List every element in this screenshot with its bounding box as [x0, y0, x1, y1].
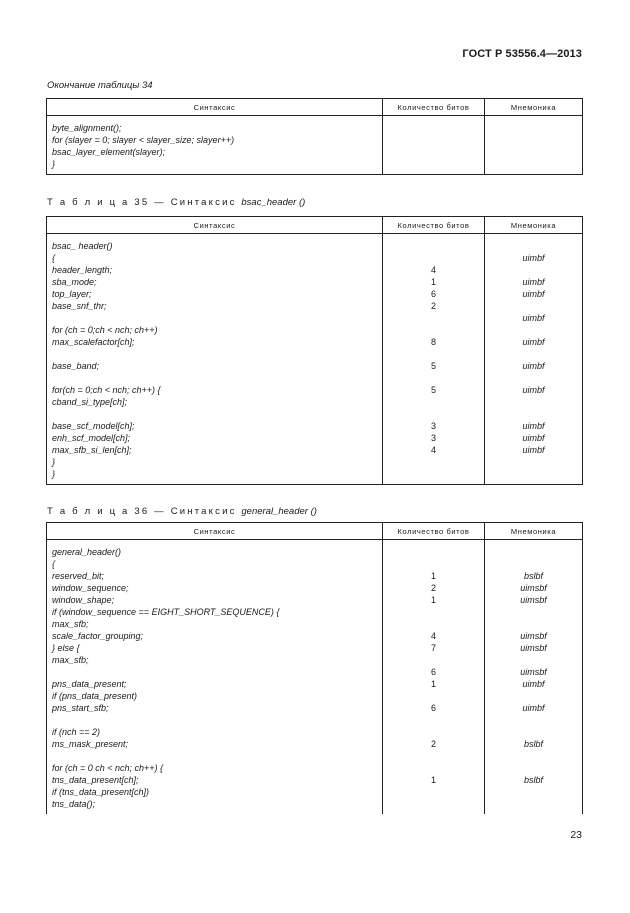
table-row-bits: 3	[430, 421, 436, 431]
table-row-syntax	[47, 666, 382, 678]
table-row-bits	[383, 606, 484, 618]
table35	[46, 216, 583, 485]
table-row-syntax: {	[52, 559, 56, 569]
col-header-bits: Количество битов	[383, 99, 485, 116]
table-row-mnemonic	[485, 372, 582, 384]
table-row-syntax: tns_data();	[52, 799, 96, 809]
table-row-syntax: cband_si_type[ch];	[52, 397, 128, 407]
table-row-mnemonic: bslbf	[523, 571, 543, 581]
table-row-syntax: pns_data_present;	[52, 679, 127, 689]
table-row-syntax	[47, 348, 382, 360]
col-header-mnemonic: Мнемоника	[485, 99, 583, 116]
table-row-mnemonic: uimbf	[522, 445, 545, 455]
table-row-mnemonic	[485, 408, 582, 420]
page-number: 23	[570, 829, 582, 841]
table-row-bits: 5	[430, 385, 436, 395]
table-row-syntax: for (ch = 0;ch < nch; ch++)	[52, 325, 158, 335]
table-row-mnemonic: uimbf	[522, 289, 545, 299]
table-row-bits	[383, 786, 484, 798]
table-row-syntax: base_scf_model[ch];	[52, 421, 135, 431]
table-row-syntax: bsac_layer_element(slayer);	[52, 147, 166, 157]
table-row-bits: 1	[430, 775, 436, 785]
table-row-bits	[383, 618, 484, 630]
col-header-mnemonic: Мнемоника	[485, 523, 583, 540]
table-row-bits	[383, 798, 484, 810]
syntax-cell	[47, 540, 383, 815]
table-row-bits	[383, 408, 484, 420]
table35-caption	[47, 197, 305, 208]
table-row-mnemonic	[485, 158, 582, 170]
table36-caption-name: general_header ()	[241, 506, 317, 517]
table-row-mnemonic	[485, 300, 582, 312]
table-row-bits: 6	[430, 703, 436, 713]
table-row-mnemonic	[485, 606, 582, 618]
table-row-bits	[383, 252, 484, 264]
table-row-mnemonic	[485, 786, 582, 798]
table-row-bits	[383, 158, 484, 170]
table-row-syntax: for (slayer = 0; slayer < slayer_size; slayer++)	[52, 135, 235, 145]
table-row-mnemonic: uimbf	[522, 277, 545, 287]
table-row-syntax: tns_data_present[ch];	[52, 775, 139, 785]
table-row-syntax: }	[52, 469, 56, 479]
mnemonic-cell	[485, 234, 583, 485]
mnemonic-cell	[485, 116, 583, 175]
table-row-syntax: window_sequence;	[52, 583, 129, 593]
table-row-mnemonic	[485, 690, 582, 702]
table-row-bits: 6	[430, 667, 436, 677]
table-row-bits: 7	[430, 643, 436, 653]
table-row-syntax: max_sfb;	[52, 619, 89, 629]
table-row-mnemonic: bslbf	[523, 775, 543, 785]
table36-caption	[47, 506, 317, 517]
table-row-mnemonic	[485, 558, 582, 570]
table-row-syntax: bsac_ header()	[52, 241, 113, 251]
table-row-syntax: if (window_sequence == EIGHT_SHORT_SEQUENCE) {	[52, 607, 280, 617]
table-row-syntax: header_length;	[52, 265, 113, 275]
table-row-bits	[383, 240, 484, 252]
table-row-mnemonic	[485, 714, 582, 726]
table-row-mnemonic: uimbf	[522, 679, 545, 689]
table-row-mnemonic	[485, 468, 582, 480]
table-row-bits: 2	[430, 739, 436, 749]
table-row-mnemonic	[485, 134, 582, 146]
table-row-mnemonic: uimsbf	[520, 631, 547, 641]
table-row-syntax: sba_mode;	[52, 277, 97, 287]
table-row-bits	[383, 690, 484, 702]
table36-caption-prefix: Т а б л и ц а 36 — Синтаксис	[47, 506, 242, 517]
table-row-mnemonic	[485, 324, 582, 336]
table-row-bits: 4	[430, 265, 436, 275]
table-row-syntax: base_band;	[52, 361, 100, 371]
table-row-syntax: reserved_bit;	[52, 571, 105, 581]
table-row-mnemonic	[485, 122, 582, 134]
table-row-bits: 2	[430, 583, 436, 593]
table-row-syntax: general_header()	[52, 547, 122, 557]
table-row-bits: 2	[430, 301, 436, 311]
table-row-mnemonic	[485, 798, 582, 810]
table-row-bits	[383, 546, 484, 558]
table-row-syntax: for (ch = 0 ch < nch; ch++) {	[52, 763, 164, 773]
table-row-syntax: byte_alignment();	[52, 123, 122, 133]
table-row-bits	[383, 348, 484, 360]
table-row-mnemonic	[485, 654, 582, 666]
table-row-syntax	[47, 714, 382, 726]
table-row-mnemonic	[485, 348, 582, 360]
table-row-bits	[383, 750, 484, 762]
table-row-mnemonic	[485, 240, 582, 252]
mnemonic-cell	[485, 540, 583, 815]
table-row-mnemonic: uimbf	[522, 337, 545, 347]
table35-caption-prefix: Т а б л и ц а 35 — Синтаксис	[47, 197, 242, 208]
table-row-bits: 1	[430, 277, 436, 287]
bits-cell	[383, 540, 485, 815]
standard-identifier: ГОСТ Р 53556.4—2013	[462, 48, 582, 60]
table-row-bits: 8	[430, 337, 436, 347]
table-row-bits	[383, 726, 484, 738]
table-row-syntax: }	[52, 159, 56, 169]
table-row-syntax: }	[52, 457, 56, 467]
table-row-syntax: max_sfb;	[52, 655, 89, 665]
table-row-syntax: max_scalefactor[ch];	[52, 337, 135, 347]
table-row-syntax	[47, 312, 382, 324]
table-row-bits	[383, 146, 484, 158]
table-row-syntax	[47, 408, 382, 420]
syntax-cell	[47, 234, 383, 485]
table-row-syntax	[47, 750, 382, 762]
table-row-syntax: if (pns_data_present)	[52, 691, 138, 701]
table-row-bits: 4	[430, 631, 436, 641]
table-row-bits	[383, 714, 484, 726]
col-header-syntax: Синтаксис	[47, 523, 383, 540]
table-row-mnemonic	[485, 264, 582, 276]
table34	[46, 98, 583, 175]
table-row-mnemonic: uimsbf	[520, 667, 547, 677]
col-header-syntax: Синтаксис	[47, 99, 383, 116]
table-row-bits	[383, 762, 484, 774]
table-row-syntax: {	[52, 253, 56, 263]
table-row-syntax: base_snf_thr;	[52, 301, 107, 311]
table-row-syntax: for(ch = 0;ch < nch; ch++) {	[52, 385, 161, 395]
table-row-mnemonic	[485, 762, 582, 774]
table-row-syntax: enh_scf_model[ch];	[52, 433, 131, 443]
table-row-bits: 6	[430, 289, 436, 299]
syntax-cell	[47, 116, 383, 175]
table-row-mnemonic	[485, 396, 582, 408]
table-row-syntax: if (nch == 2)	[52, 727, 101, 737]
table-row-mnemonic: uimbf	[522, 253, 545, 263]
table-row-mnemonic	[485, 750, 582, 762]
table-row-mnemonic	[485, 546, 582, 558]
table-row-mnemonic	[485, 726, 582, 738]
table-row-mnemonic	[485, 618, 582, 630]
table-row-bits	[383, 312, 484, 324]
table-row-syntax: pns_start_sfb;	[52, 703, 109, 713]
table-row-syntax: } else {	[52, 643, 80, 653]
col-header-mnemonic: Мнемоника	[485, 217, 583, 234]
table-row-syntax: ms_mask_present;	[52, 739, 129, 749]
table-row-mnemonic: uimsbf	[520, 595, 547, 605]
table-row-bits	[383, 396, 484, 408]
table-row-mnemonic	[485, 456, 582, 468]
table35-caption-name: bsac_header ()	[241, 197, 306, 208]
table34-caption: Окончание таблицы 34	[47, 80, 153, 91]
bits-cell	[383, 234, 485, 485]
table-row-bits	[383, 456, 484, 468]
table-row-syntax: window_shape;	[52, 595, 115, 605]
table36	[46, 522, 583, 814]
col-header-bits: Количество битов	[383, 523, 485, 540]
table-row-mnemonic: uimbf	[522, 313, 545, 323]
table-row-bits: 1	[430, 571, 436, 581]
table-row-mnemonic: uimbf	[522, 385, 545, 395]
table-row-bits	[383, 122, 484, 134]
table-row-bits	[383, 654, 484, 666]
table-row-mnemonic: uimsbf	[520, 643, 547, 653]
table-row-mnemonic: bslbf	[523, 739, 543, 749]
table-row-syntax: if (tns_data_present[ch])	[52, 787, 150, 797]
table-row-mnemonic: uimsbf	[520, 583, 547, 593]
table-row-mnemonic: uimbf	[522, 361, 545, 371]
table-row-syntax: scale_factor_grouping;	[52, 631, 144, 641]
table-row-bits	[383, 324, 484, 336]
table-row-mnemonic	[485, 146, 582, 158]
table-row-syntax	[47, 372, 382, 384]
table-row-mnemonic: uimbf	[522, 433, 545, 443]
table-row-syntax: top_layer;	[52, 289, 92, 299]
bits-cell	[383, 116, 485, 175]
table-row-bits: 4	[430, 445, 436, 455]
table-row-bits: 5	[430, 361, 436, 371]
table-row-bits	[383, 468, 484, 480]
table-row-bits	[383, 372, 484, 384]
col-header-syntax: Синтаксис	[47, 217, 383, 234]
table-row-bits	[383, 134, 484, 146]
table-row-bits: 1	[430, 595, 436, 605]
table-row-syntax: max_sfb_si_len[ch];	[52, 445, 132, 455]
table-row-bits	[383, 558, 484, 570]
table-row-mnemonic: uimbf	[522, 703, 545, 713]
col-header-bits: Количество битов	[383, 217, 485, 234]
table-row-bits: 3	[430, 433, 436, 443]
table-row-bits: 1	[430, 679, 436, 689]
table-row-mnemonic: uimbf	[522, 421, 545, 431]
